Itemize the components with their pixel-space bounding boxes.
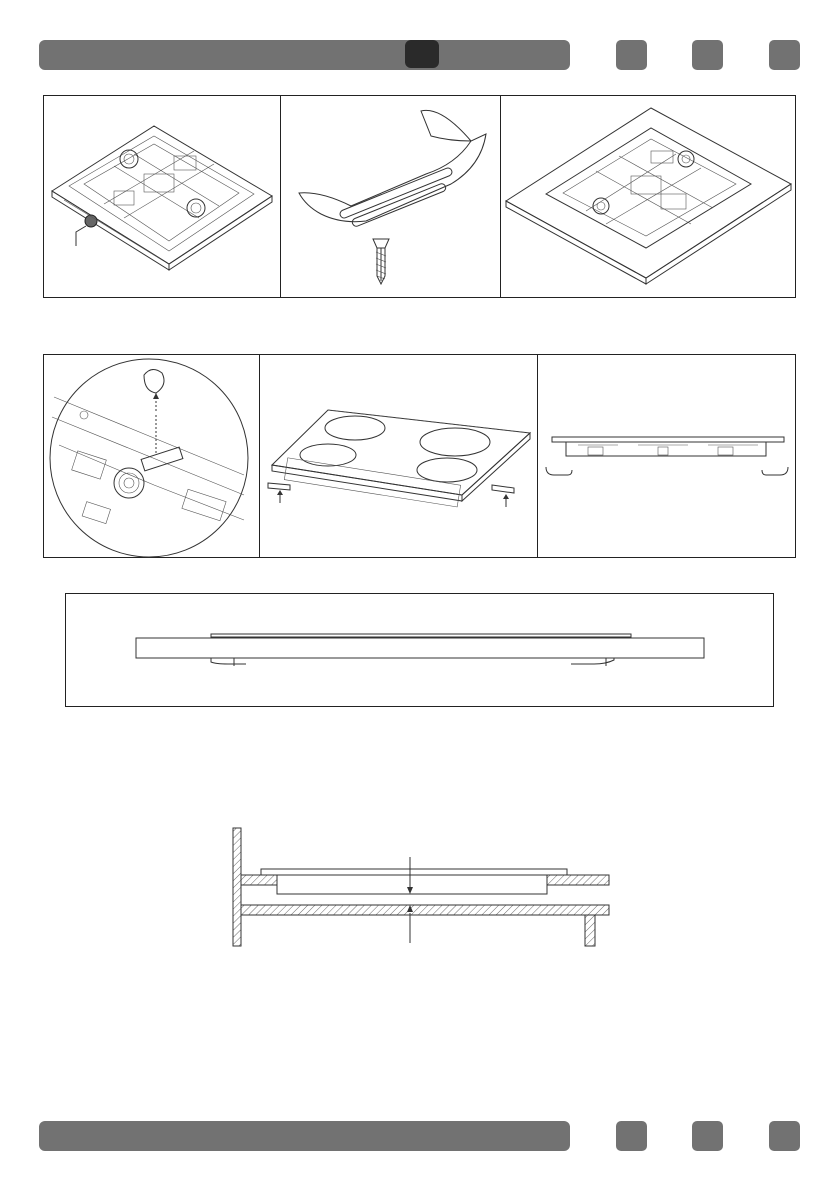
active-section-tab[interactable] — [405, 40, 439, 68]
underside-with-foam-seal-icon — [44, 96, 282, 299]
figure-panel-7 — [65, 593, 774, 707]
mounting-bracket-and-screw-icon — [281, 96, 502, 299]
footer-button-1[interactable] — [616, 1121, 647, 1151]
page-button-3[interactable] — [769, 40, 800, 70]
footer-bar — [39, 1121, 570, 1151]
bracket-positioned-on-underside-icon — [501, 96, 797, 299]
footer-button-3[interactable] — [769, 1121, 800, 1151]
figure-panel-2 — [280, 95, 501, 298]
page-button-1[interactable] — [616, 40, 647, 70]
figure-panel-1 — [43, 95, 281, 298]
figure-panel-8 — [225, 825, 615, 950]
figure-panel-3 — [500, 95, 796, 298]
hob-installed-in-worktop-icon — [66, 594, 775, 708]
clearance-cross-section-icon — [225, 825, 615, 950]
figure-panel-6 — [537, 354, 796, 558]
header-bar — [39, 40, 570, 70]
hob-with-brackets-perspective-icon — [260, 355, 539, 559]
figure-panel-5 — [259, 354, 538, 558]
page-button-2[interactable] — [692, 40, 723, 70]
hob-side-view-with-brackets-icon — [538, 355, 797, 559]
figure-panel-4 — [43, 354, 260, 558]
footer-button-2[interactable] — [692, 1121, 723, 1151]
seal-application-detail-icon — [44, 355, 261, 559]
